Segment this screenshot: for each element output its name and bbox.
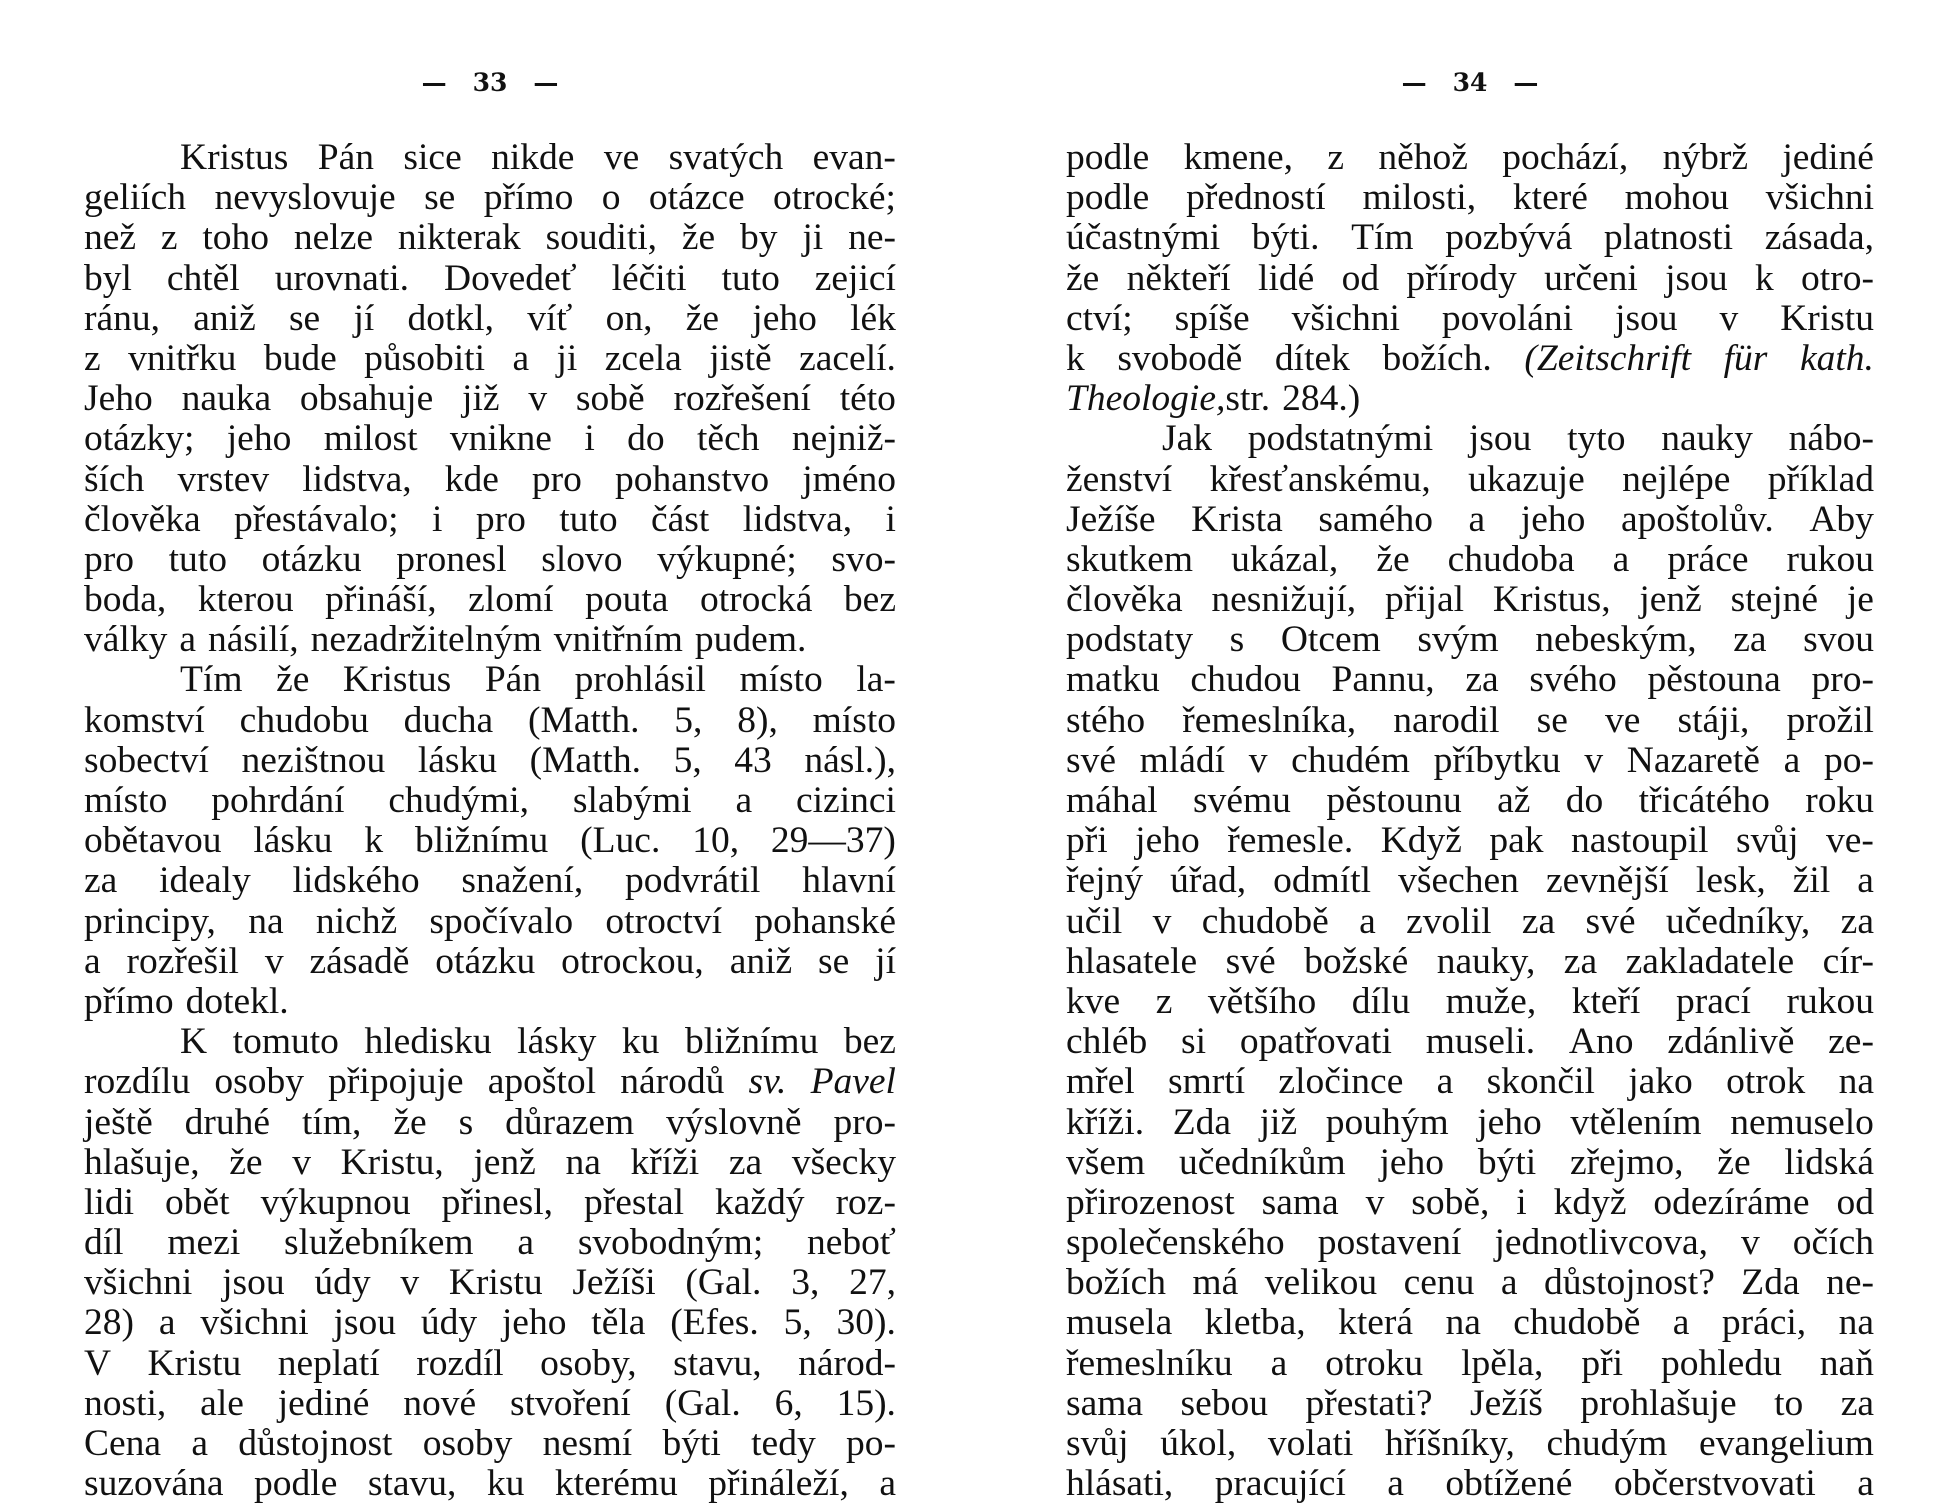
right-text-line: musela kletba, která na chudobě a práci, na (1066, 1302, 1874, 1344)
right-text-line: řejný úřad, odmítl všechen zevnější lesk, žil a (1066, 860, 1874, 902)
right-text-line: mřel smrtí zločince a skončil jako otrok na (1066, 1061, 1874, 1103)
right-text-line: Theologie, str. 284.) (1066, 378, 1361, 420)
left-page (84, 0, 896, 1504)
right-text-line: sama sebou přestati? Ježíš prohlašuje to za (1066, 1382, 1874, 1424)
right-text-line: účastnými býti. Tím pozbývá platnosti zásada, (1066, 217, 1874, 259)
left-text-line: ještě druhé tím, že s důrazem výslovně pro- (84, 1101, 896, 1143)
left-text-line: byl chtěl urovnati. Dovedeť léčiti tuto zejicí (84, 257, 896, 299)
left-text-line: války a násilí, nezadržitelným vnitřním pudem. (84, 619, 807, 661)
left-text-line: a rozřešil v zásadě otázku otrockou, aniž se jí (84, 940, 896, 982)
left-text-line: ších vrstev lidstva, kde pro pohanstvo jméno (84, 458, 896, 500)
right-text-line: člověka nesnižují, přijal Kristus, jenž stejné je (1066, 579, 1874, 621)
left-text-line: V Kristu neplatí rozdíl osoby, stavu, národ- (84, 1342, 896, 1384)
page-number-right: — 34 — (1401, 68, 1539, 97)
left-text-line: ránu, aniž se jí dotkl, víť on, že jeho lék (84, 297, 896, 339)
right-text-line: ctví; spíše všichni povoláni jsou v Kristu (1066, 297, 1874, 339)
left-text-line: pro tuto otázku pronesl slovo výkupné; svo- (84, 538, 896, 580)
right-page-text (1066, 138, 1874, 1504)
right-text-line: podle kmene, z něhož pochází, nýbrž jediné (1066, 137, 1874, 178)
right-text-line: při jeho řemesle. Když pak nastoupil svůj ve- (1066, 820, 1874, 862)
left-text-line: Cena a důstojnost osoby nesmí býti tedy po- (84, 1423, 896, 1464)
right-text-line: stého řemeslníka, narodil se ve stáji, prožil (1066, 699, 1874, 741)
right-text-line: Ježíše Krista samého a jeho apoštolův. Aby (1066, 498, 1874, 540)
left-text-line: Tím že Kristus Pán prohlásil místo la- (180, 659, 896, 701)
right-text-line: přirozenost sama v sobě, i když odezíráme od (1066, 1181, 1874, 1223)
right-text-line: hlásati, pracující a obtížené občerstvovati a (1066, 1463, 1874, 1504)
right-page (1066, 0, 1874, 1504)
left-text-line: suzována podle stavu, ku kterému přináleží, a (84, 1463, 896, 1504)
left-text-line: K tomuto hledisku lásky ku bližnímu bez (180, 1021, 896, 1063)
right-text-line: chléb si opatřovati museli. Ano zdánlivě ze- (1066, 1021, 1874, 1063)
left-text-line: sobectví nezištnou lásku (Matth. 5, 43 násl.), (84, 739, 896, 781)
right-text-line: ženství křesťanskému, ukazuje nejlépe příklad (1066, 458, 1874, 500)
left-text-line: boda, kterou přináší, zlomí pouta otrocká bez (84, 579, 896, 621)
right-text-line: svůj úkol, volati hříšníky, chudým evangelium (1066, 1423, 1874, 1464)
left-text-line: komství chudobu ducha (Matth. 5, 8), místo (84, 699, 896, 741)
right-text-line: kříži. Zda již pouhým jeho vtělením nemuselo (1066, 1101, 1874, 1143)
left-text-line: geliích nevyslovuje se přímo o otázce otrocké; (84, 177, 896, 219)
left-text-line: 28) a všichni jsou údy jeho těla (Efes. 5, 30). (84, 1302, 896, 1344)
left-text-line: lidi obět výkupnou přinesl, přestal každý roz- (84, 1181, 896, 1223)
left-text-line: všichni jsou údy v Kristu Ježíši (Gal. 3, 27, (84, 1262, 896, 1304)
right-text-line: podle předností milosti, které mohou všichni (1066, 177, 1874, 219)
right-text-line: máhal svému pěstounu až do třicátého roku (1066, 780, 1874, 821)
left-page-text (84, 138, 896, 1504)
left-text-line: než z toho nelze nikterak souditi, že by ji ne- (84, 217, 896, 259)
left-text-line: přímo dotekl. (84, 980, 289, 1022)
right-text-line: podstaty s Otcem svým nebeským, za svou (1066, 619, 1874, 661)
right-text-line: učil v chudobě a zvolil za své učedníky, za (1066, 900, 1874, 942)
left-text-line: principy, na nichž spočívalo otroctví pohanské (84, 900, 896, 942)
left-text-line: místo pohrdání chudými, slabými a cizinci (84, 780, 896, 821)
right-text-line: kve z většího dílu muže, kteří prací rukou (1066, 980, 1874, 1022)
left-text-line: rozdílu osoby připojuje apoštol národů sv. Pavel (84, 1061, 896, 1103)
left-text-line: hlašuje, že v Kristu, jenž na kříži za všecky (84, 1141, 896, 1183)
right-text-line: společenského postavení jednotlivcova, v očích (1066, 1222, 1874, 1264)
left-text-line: člověka přestávalo; i pro tuto část lidstva, i (84, 498, 896, 540)
right-text-line: božích má velikou cenu a důstojnost? Zda ne- (1066, 1262, 1874, 1304)
left-text-line: díl mezi služebníkem a svobodným; neboť (84, 1222, 896, 1264)
left-text-line: Kristus Pán sice nikde ve svatých evan- (180, 137, 896, 178)
page-number-left: — 33 — (421, 68, 559, 97)
right-text-line: řemeslníku a otroku lpěla, při pohledu naň (1066, 1342, 1874, 1384)
right-text-line: své mládí v chudém příbytku v Nazaretě a po- (1066, 739, 1874, 781)
left-text-line: nosti, ale jediné nové stvoření (Gal. 6, 15). (84, 1382, 896, 1424)
right-text-line: hlasatele své božské nauky, za zakladatele cír- (1066, 940, 1874, 982)
left-text-line: z vnitřku bude působiti a ji zcela jistě zacelí. (84, 337, 896, 379)
right-text-line: všem učedníkům jeho býti zřejmo, že lidská (1066, 1141, 1874, 1183)
right-text-line: že někteří lidé od přírody určeni jsou k otro- (1066, 257, 1874, 299)
left-text-line: Jeho nauka obsahuje již v sobě rozřešení této (84, 378, 896, 420)
right-text-line: Jak podstatnými jsou tyto nauky nábo- (1162, 418, 1874, 460)
right-text-line: k svobodě dítek božích. (Zeitschrift für kath. (1066, 337, 1874, 379)
left-text-line: obětavou lásku k bližnímu (Luc. 10, 29—37) (84, 820, 896, 862)
right-text-line: matku chudou Pannu, za svého pěstouna pro- (1066, 659, 1874, 701)
right-text-line: skutkem ukázal, že chudoba a práce rukou (1066, 538, 1874, 580)
left-text-line: otázky; jeho milost vnikne i do těch nejniž- (84, 418, 896, 460)
left-text-line: za idealy lidského snažení, podvrátil hlavní (84, 860, 896, 902)
